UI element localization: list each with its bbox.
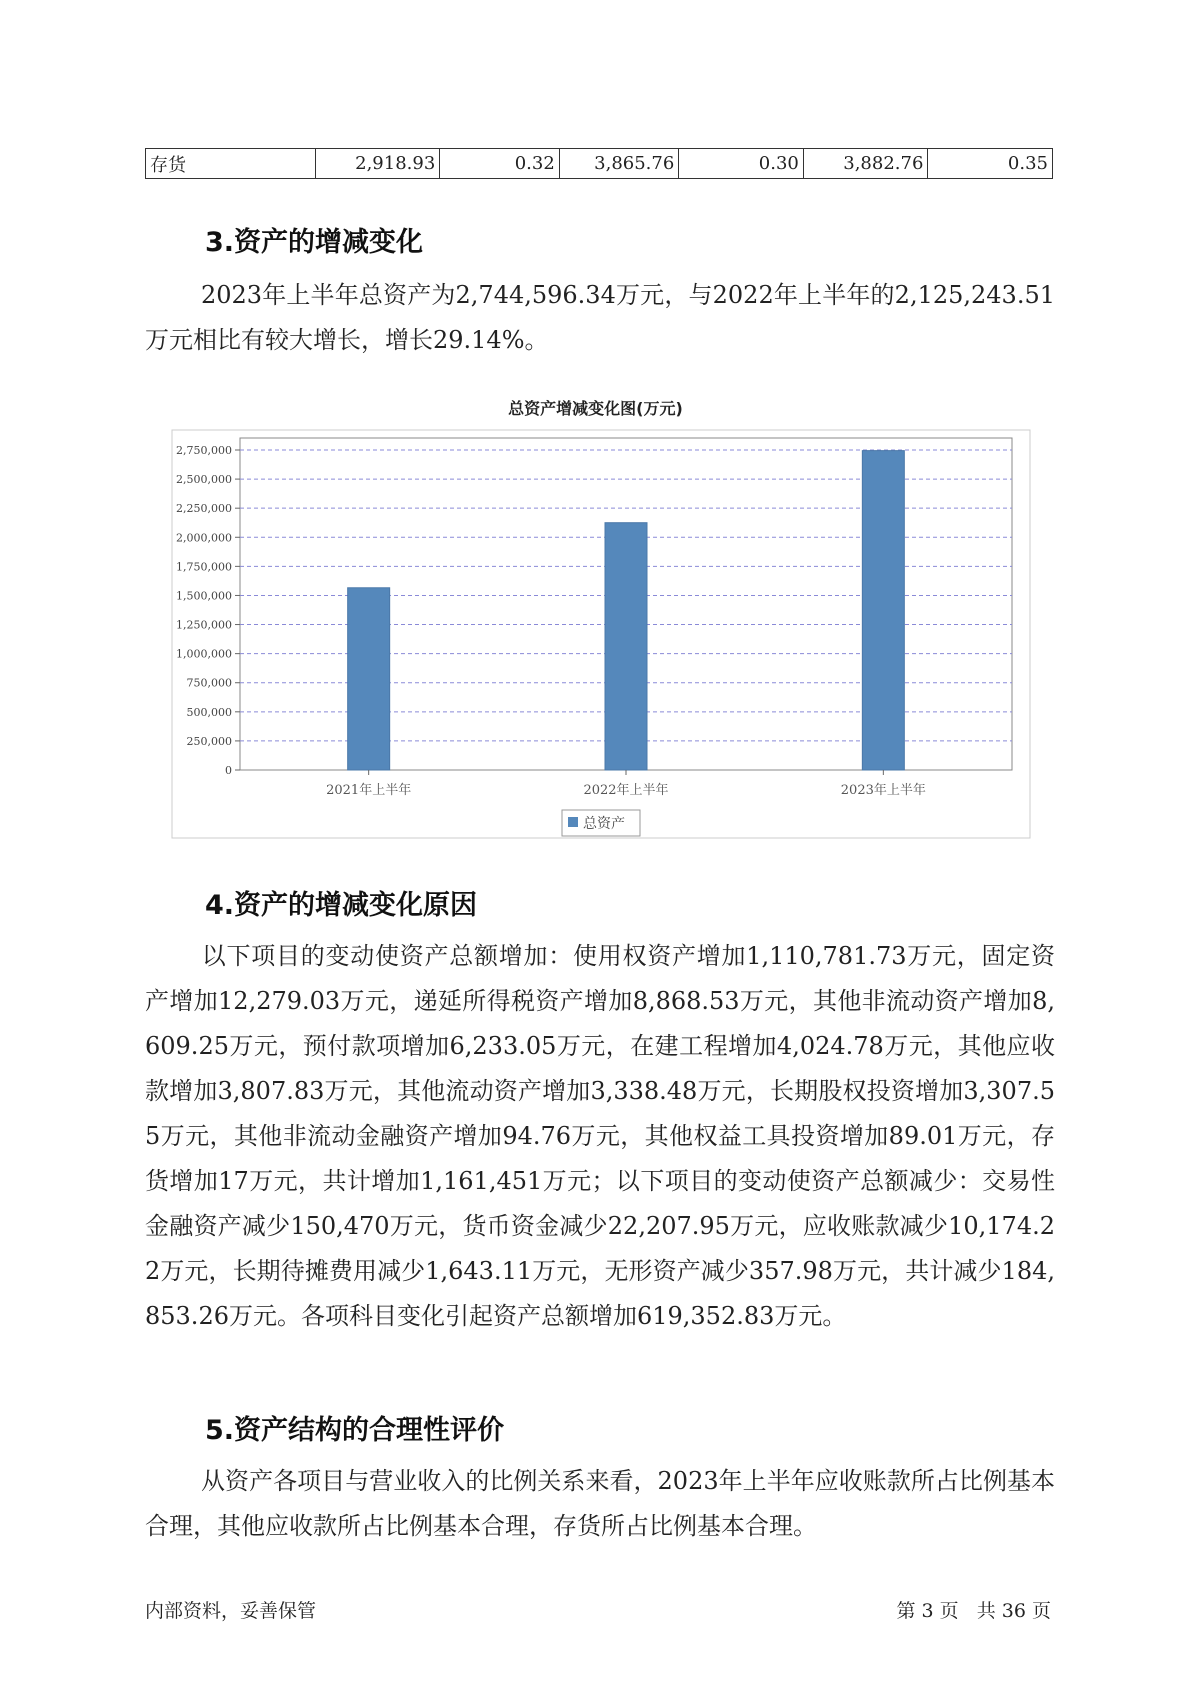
- table-cell: 2,918.93: [315, 149, 440, 179]
- y-tick-label: 0: [225, 764, 232, 777]
- section-4-paragraph: [145, 934, 1055, 1339]
- chart-title: 总资产增减变化图(万元): [508, 399, 683, 418]
- x-tick-label: 2023年上半年: [840, 783, 926, 798]
- section-5-title: 5.资产结构的合理性评价: [205, 1415, 505, 1446]
- table-cell: 3,865.76: [559, 149, 679, 179]
- y-tick-label: 1,250,000: [176, 618, 232, 632]
- y-tick-label: 2,250,000: [176, 502, 232, 516]
- table-cell: 0.35: [928, 149, 1053, 179]
- table-cell: 0.30: [679, 149, 804, 179]
- footer-page-number: 第 3 页 共 36 页: [896, 1600, 1051, 1622]
- y-tick-label: 750,000: [186, 676, 232, 690]
- y-tick-label: 250,000: [186, 734, 232, 748]
- bar: [348, 588, 390, 770]
- y-tick-label: 1,750,000: [176, 560, 232, 574]
- section-4-title: 4.资产的增减变化原因: [205, 890, 478, 921]
- bar: [862, 451, 904, 770]
- y-tick-label: 2,500,000: [176, 473, 232, 487]
- y-tick-label: 2,750,000: [176, 444, 232, 457]
- y-tick-label: 500,000: [186, 705, 232, 719]
- table-cell: 0.32: [440, 149, 560, 179]
- table-cell: 3,882.76: [803, 149, 928, 179]
- legend-label: 总资产: [583, 816, 625, 832]
- x-tick-label: 2021年上半年: [326, 783, 412, 798]
- y-tick-label: 2,000,000: [176, 531, 232, 545]
- section-3-title: 3.资产的增减变化: [205, 227, 424, 258]
- section-4-text: 以下项目的变动使资产总额增加：使用权资产增加1,110,781.73万元，固定资产增加12,279.03万元，递延所得税资产增加8,868.53万元，其他非流动资产增加8,609.25万元，预付款项增加6,233.05万元，在建工程增加4,024.78万元，其他应收款增加3,807.83万元，其他流动资产增加3,338.48万元，长期股权投资增加3,307.55万元，其他非流动金融资产增加94.76万元，其他权益工具投资增加89.01万元，存货增加17万元，共计增加1,161,451万元；以下项目的变动使资产总额减少：交易性金融资产减少150,470万元，货币资金减少22,207.95万元，应收账款减少10,174.22万元，长期待摊费用减少1,643.11万元，无形资产减少357.98万元，共计减少184,853.26万元。各项科目变化引起资产总额增加619,352.83万元。: [145, 942, 1055, 1330]
- x-tick-label: 2022年上半年: [583, 783, 669, 798]
- legend-swatch: [568, 817, 578, 827]
- section-5-text: 从资产各项目与营业收入的比例关系来看，2023年上半年应收账款所占比例基本合理，其他应收款所占比例基本合理，存货所占比例基本合理。: [145, 1467, 1055, 1540]
- table-cell-name: 存货: [146, 149, 316, 179]
- section-3-text: 2023年上半年总资产为2,744,596.34万元，与2022年上半年的2,125,243.51万元相比有较大增长，增长29.14%。: [145, 281, 1055, 354]
- section-5-paragraph: [145, 1459, 1055, 1549]
- y-tick-label: 1,500,000: [176, 589, 232, 603]
- bar: [605, 523, 647, 770]
- footer-confidential: 内部资料，妥善保管: [145, 1600, 317, 1622]
- y-tick-label: 1,000,000: [176, 647, 232, 661]
